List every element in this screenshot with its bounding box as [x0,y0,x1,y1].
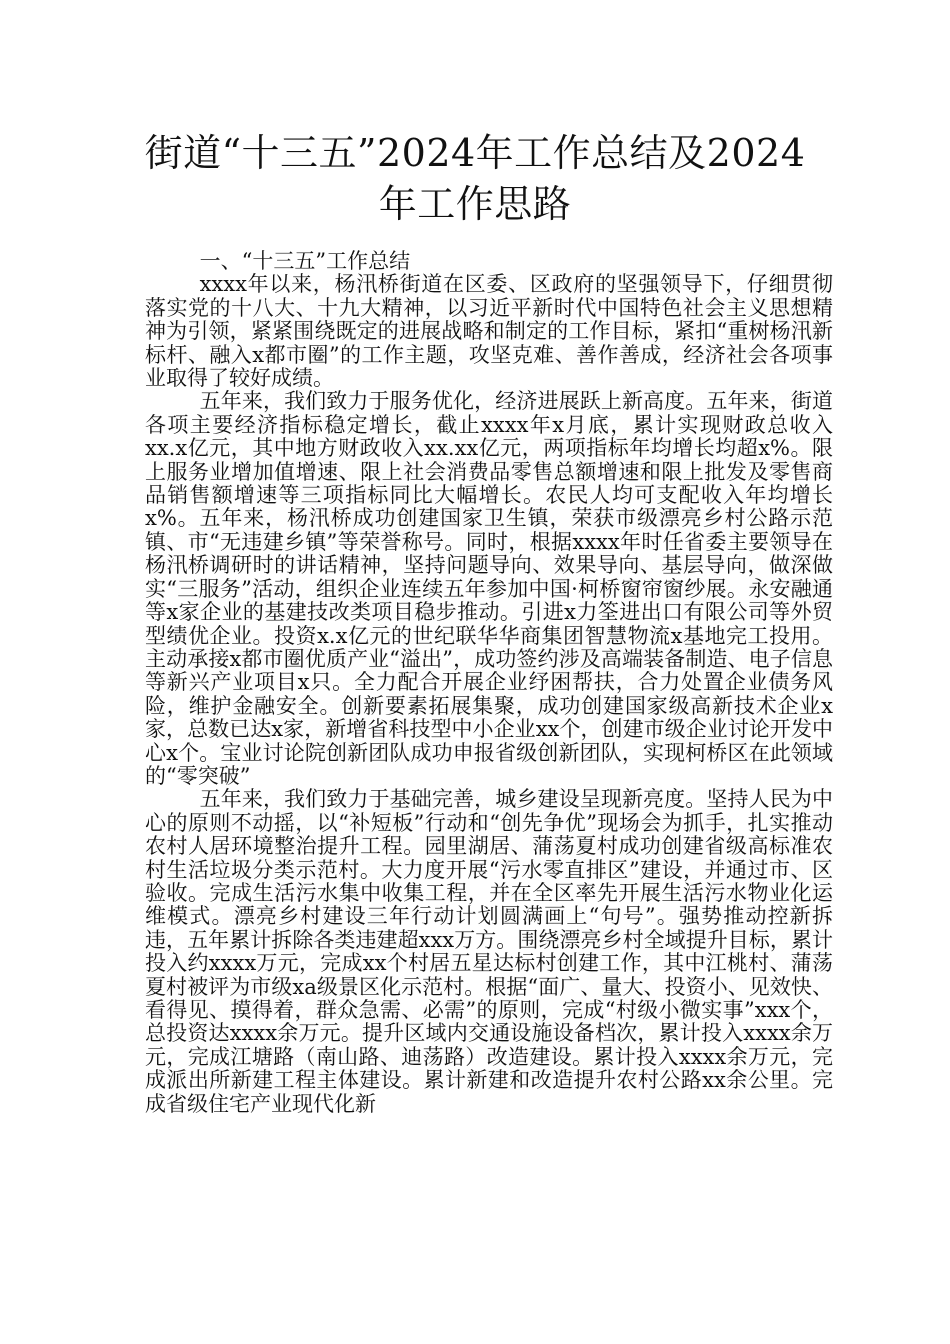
document-body [145,250,833,1116]
paragraph-economy: 五年来，我们致力于服务优化，经济进展跃上新高度。五年来，街道各项主要经济指标稳定增长，截止xxxx年x月底，累计实现财政总收入xx.x亿元，其中地方财政收入xx.xx亿元，两项指标年均增长均超x%。限上服务业增加值增速、限上社会消费品零售总额增速和限上批发及零售商品销售额增速等三项指标同比大幅增长。农民人均可支配收入年均增长x%。五年来，杨汛桥成功创建国家卫生镇，荣获市级漂亮乡村公路示范镇、市“无违建乡镇”等荣誉称号。同时，根据xxxx年时任省委主要领导在杨汛桥调研时的讲话精神，坚持问题导向、效果导向、基层导向，做深做实“三服务”活动，组织企业连续五年参加中国·柯桥窗帘窗纱展。永安融通等x家企业的基建技改类项目稳步推动。引进x力筌进出口有限公司等外贸型绩优企业。投资x.x亿元的世纪联华华商集团智慧物流x基地完工投用。主动承接x都市圈优质产业“溢出”，成功签约涉及高端装备制造、电子信息等新兴产业项目x只。全力配合开展企业纾困帮扶，合力处置企业债务风险，维护金融安全。创新要素拓展集聚，成功创建国家级高新技术企业x家，总数已达x家，新增省科技型中小企业xx个，创建市级企业讨论开发中心x个。宝业讨论院创新团队成功申报省级创新团队，实现柯桥区在此领域的“零突破” [145,389,833,788]
paragraph-infrastructure: 五年来，我们致力于基础完善，城乡建设呈现新亮度。坚持人民为中心的原则不动摇，以“补短板”行动和“创先争优”现场会为抓手，扎实推动农村人居环境整治提升工程。园里湖居、蒲荡夏村成功创建省级高标准农村生活垃圾分类示范村。大力度开展“污水零直排区”建设，并通过市、区验收。完成生活污水集中收集工程，并在全区率先开展生活污水物业化运维模式。漂亮乡村建设三年行动计划圆满画上“句号”。强势推动控新拆违，五年累计拆除各类违建超xxx万方。围绕漂亮乡村全域提升目标，累计投入约xxxx万元，完成xx个村居五星达标村创建工作，其中江桃村、蒲荡夏村被评为市级xa级景区化示范村。根据“面广、量大、投资小、见效快、看得见、摸得着，群众急需、必需”的原则，完成“村级小微实事”xxx个，总投资达xxxx余万元。提升区域内交通设施设备档次，累计投入xxxx余万元，完成江塘路（南山路、迪荡路）改造建设。累计投入xxxx余万元，完成派出所新建工程主体建设。累计新建和改造提升农村公路xx余公里。完成省级住宅产业现代化新 [145,787,833,1116]
section-heading: 一、“十三五”工作总结 [199,249,411,273]
document-title: 街道“十三五”2024年工作总结及2024年工作思路 [144,131,806,226]
paragraph-intro: xxxx年以来，杨汛桥街道在区委、区政府的坚强领导下，仔细贯彻落实党的十八大、十九大精神，以习近平新时代中国特色社会主义思想精神为引领，紧紧围绕既定的进展战略和制定的工作目标，紧扣“重树杨汛新标杆、融入x都市圈”的工作主题，攻坚克难、善作善成，经济社会各项事业取得了较好成绩。 [145,272,833,391]
